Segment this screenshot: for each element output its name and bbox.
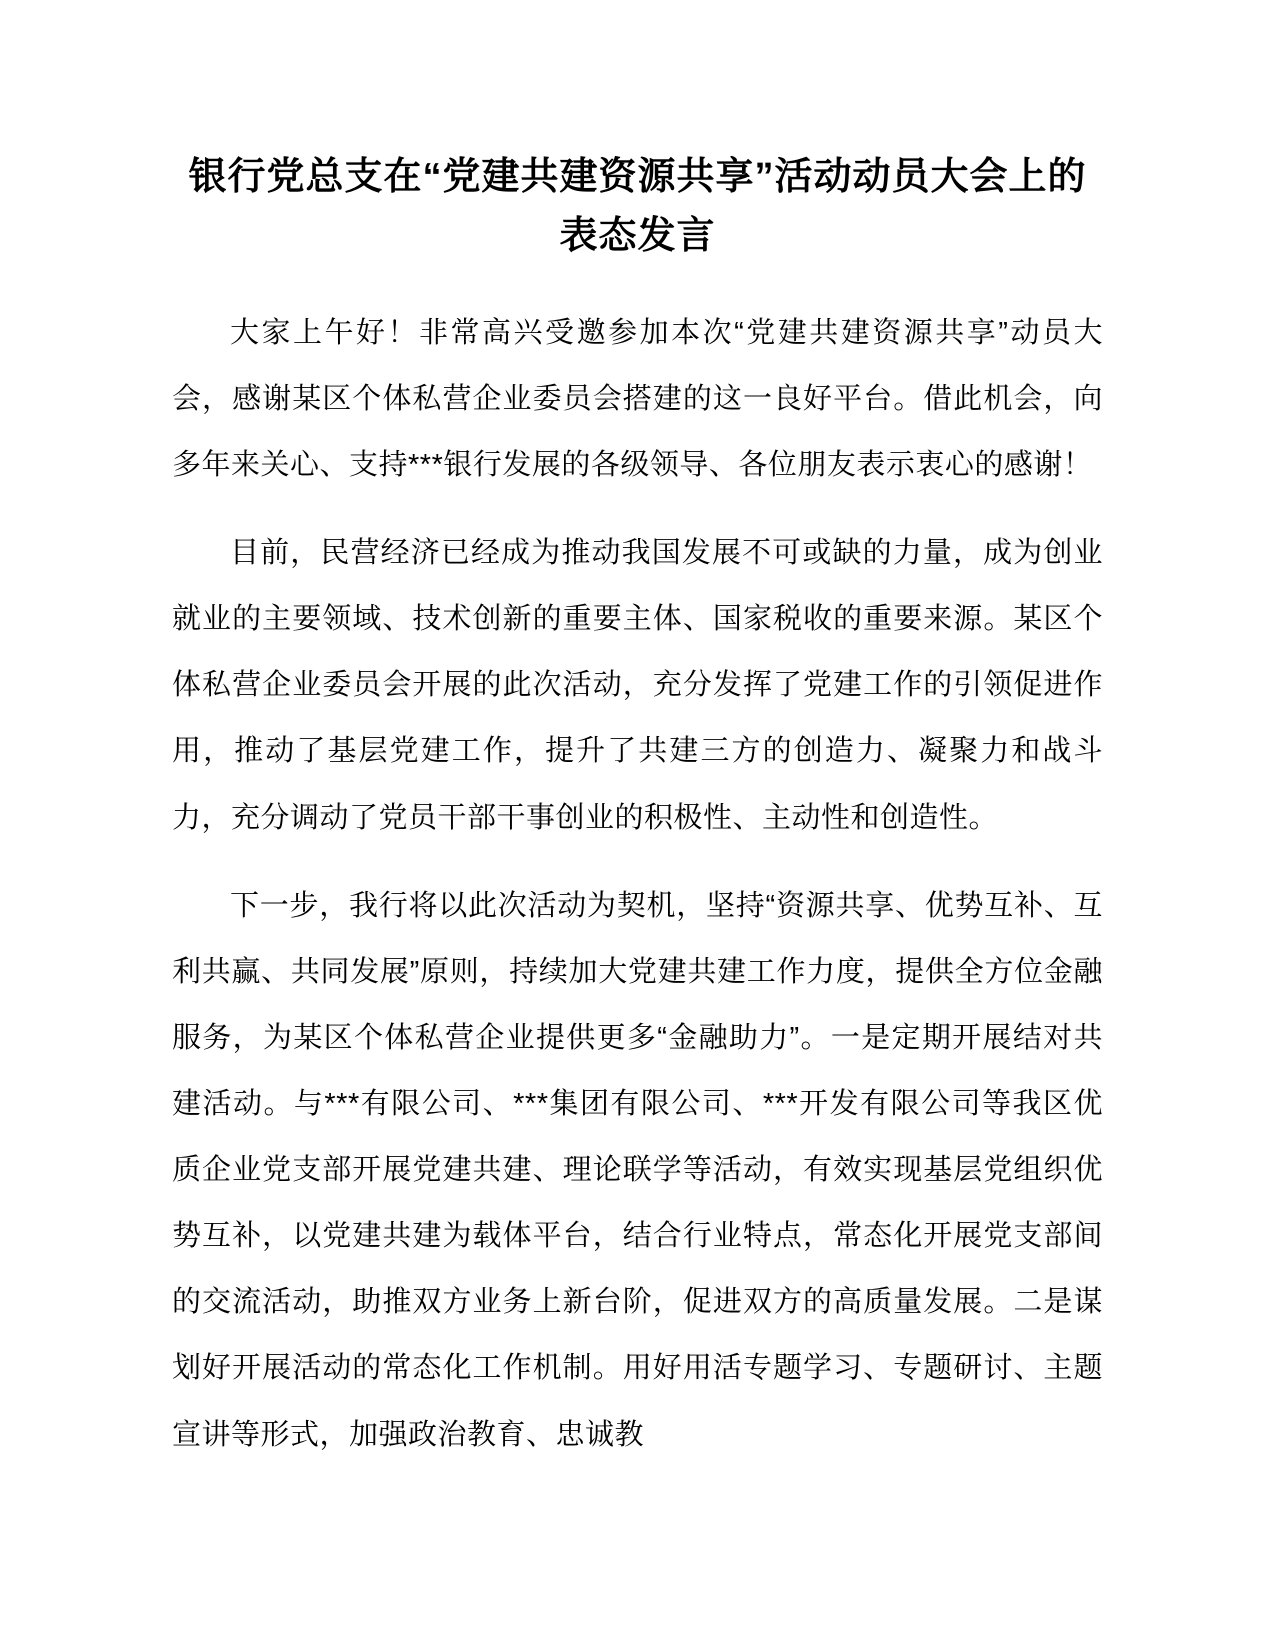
document-title: 银行党总支在“党建共建资源共享”活动动员大会上的表态发言 xyxy=(188,156,1087,257)
paragraph: 大家上午好！非常高兴受邀参加本次“党建共建资源共享”动员大会，感谢某区个体私营企业委员会搭建的这一良好平台。借此机会，向多年来关心、支持***银行发展的各级领导、各位朋友表示衷心的感谢！ xyxy=(172,316,1103,481)
paragraph: 下一步，我行将以此次活动为契机，坚持“资源共享、优势互补、互利共赢、共同发展”原则，持续加大党建共建工作力度，提供全方位金融服务，为某区个体私营企业提供更多“金融助力”。一是定期开展结对共建活动。与***有限公司、***集团有限公司、***开发有限公司等我区优质企业党支部开展党建共建、理论联学等活动，有效实现基层党组织优势互补，以党建共建为载体平台，结合行业特点，常态化开展党支部间的交流活动，助推双方业务上新台阶，促进双方的高质量发展。二是谋划好开展活动的常态化工作机制。用好用活专题学习、专题研讨、主题宣讲等形式，加强政治教育、忠诚教 xyxy=(172,889,1103,1451)
document-body xyxy=(172,300,1103,1468)
paragraph: 目前，民营经济已经成为推动我国发展不可或缺的力量，成为创业就业的主要领域、技术创新的重要主体、国家税收的重要来源。某区个体私营企业委员会开展的此次活动，充分发挥了党建工作的引领促进作用，推动了基层党建工作，提升了共建三方的创造力、凝聚力和战斗力，充分调动了党员干部干事创业的积极性、主动性和创造性。 xyxy=(172,537,1103,834)
